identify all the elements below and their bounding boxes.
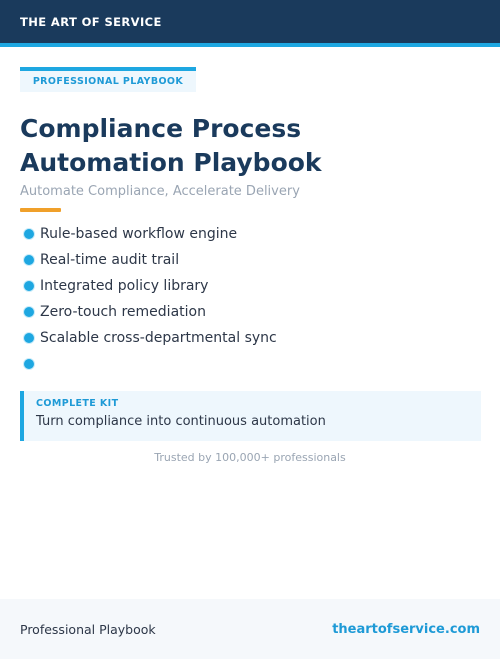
top-banner	[0, 0, 500, 47]
callout-text: Turn compliance into continuous automation	[36, 414, 326, 429]
kicker-label: PROFESSIONAL PLAYBOOK	[32, 76, 184, 87]
accent-divider	[20, 208, 61, 212]
feature-list	[24, 221, 277, 377]
page-title: Compliance Process Automation Playbook	[20, 114, 322, 177]
feature-text: Rule-based workflow engine	[40, 226, 238, 242]
callout-box	[20, 391, 481, 441]
kicker-badge	[20, 67, 196, 92]
feature-text: Zero-touch remediation	[40, 304, 206, 320]
feature-item	[24, 325, 277, 351]
feature-item	[24, 247, 277, 273]
footer-bar	[0, 599, 500, 659]
feature-item	[24, 351, 277, 377]
feature-item	[24, 299, 277, 325]
footer-label: Professional Playbook	[20, 621, 156, 637]
callout-label: COMPLETE KIT	[36, 398, 119, 409]
website-link[interactable]: theartofservice.com	[332, 621, 480, 637]
bullet-dot-icon	[24, 359, 34, 369]
bullet-dot-icon	[24, 307, 34, 317]
bullet-dot-icon	[24, 255, 34, 265]
feature-text: Integrated policy library	[40, 278, 209, 294]
page-subtitle: Automate Compliance, Accelerate Delivery	[20, 184, 300, 199]
trust-statement: Trusted by 100,000+ professionals	[154, 451, 346, 464]
feature-item	[24, 273, 277, 299]
feature-text: Real-time audit trail	[40, 252, 180, 268]
bullet-dot-icon	[24, 281, 34, 291]
feature-item	[24, 221, 277, 247]
bullet-dot-icon	[24, 229, 34, 239]
brand-name: THE ART OF SERVICE	[20, 14, 162, 29]
feature-text: Scalable cross-departmental sync	[40, 330, 277, 346]
bullet-dot-icon	[24, 333, 34, 343]
